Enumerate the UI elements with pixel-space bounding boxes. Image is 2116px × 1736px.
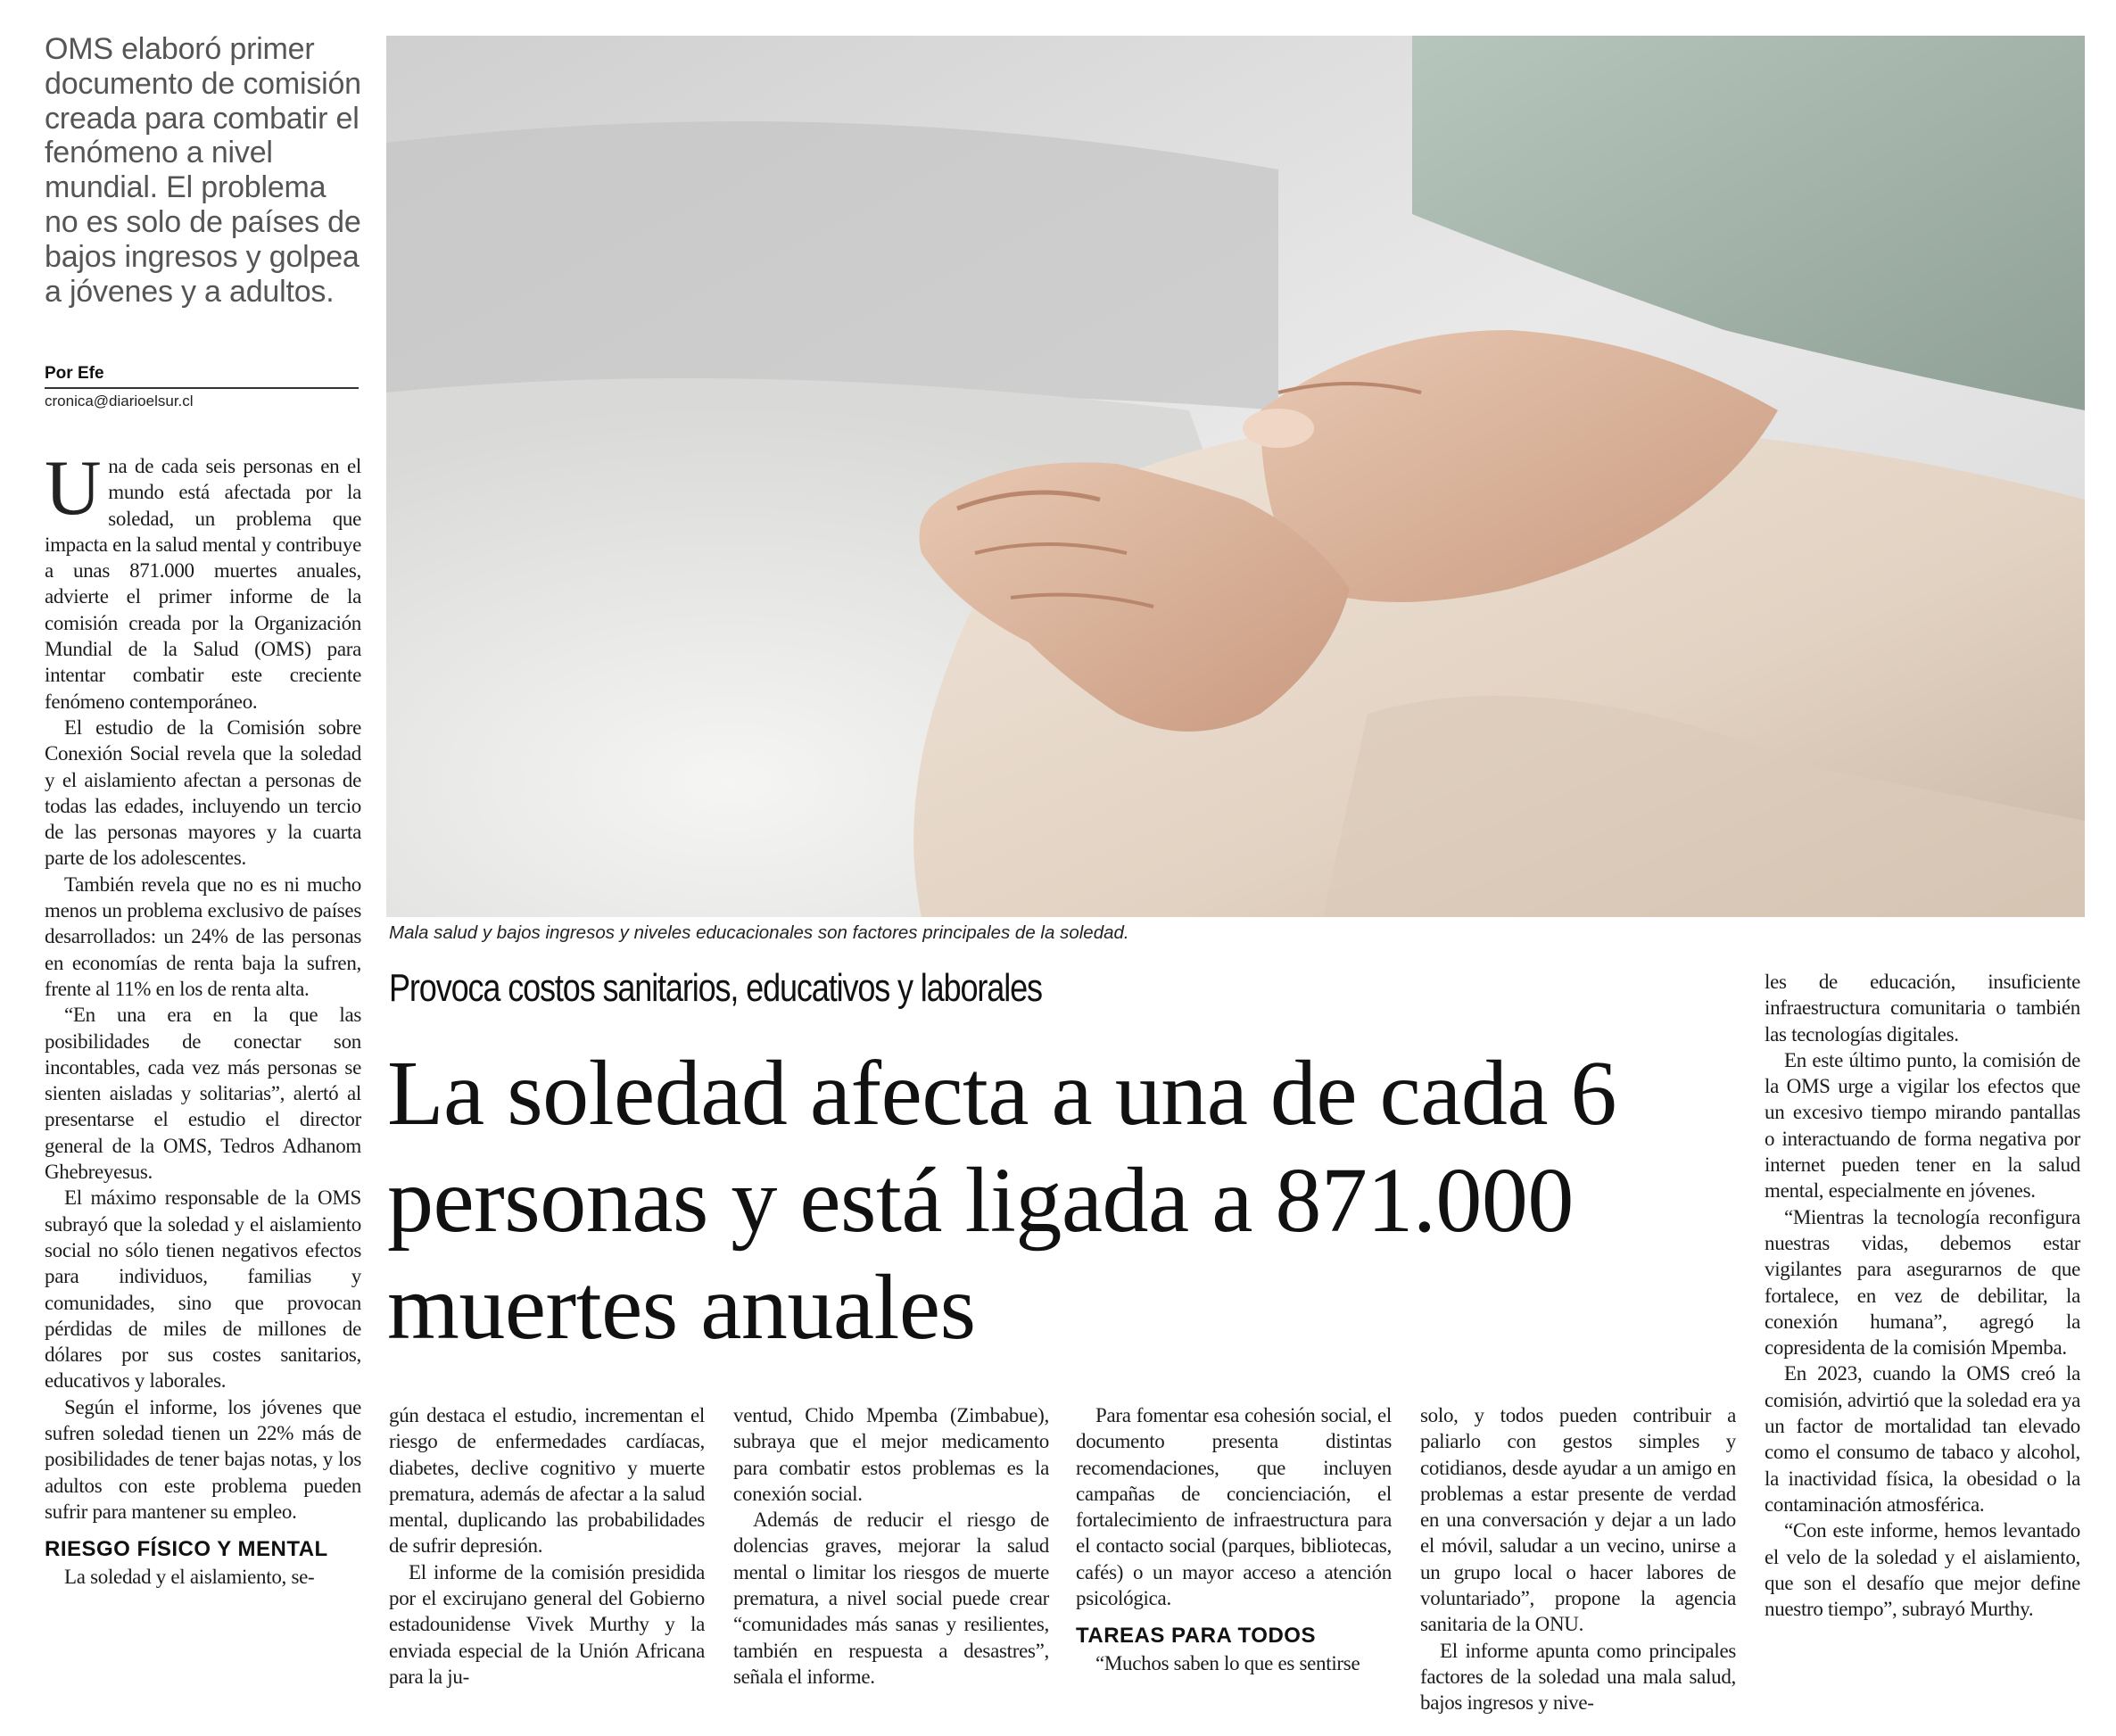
dropcap: U	[45, 445, 102, 532]
article-lede: OMS elaboró primer documento de comisión creada para combatir el fenómeno a nivel mundial. El problema no es solo de países de bajos ingresos y golpea a jóvenes y a adultos.	[45, 32, 361, 309]
paragraph: La soledad y el aislamiento, se-	[64, 1566, 315, 1589]
body-column-5	[1420, 1402, 1736, 1716]
body-column-3	[733, 1402, 1049, 1690]
paragraph: Además de reducir el riesgo de dolencias graves, mejorar la salud mental o limitar los riesgos de muerte prematura, a nivel social puede crear “comunidades más sanas y resilientes, también en respuesta a desastres”, señala el informe.	[733, 1509, 1049, 1688]
paragraph: Para fomentar esa cohesión social, el documento presenta distintas recomendaciones, que incluyen campañas de concienciación, el fortalecimiento de infraestructura para el contacto social (parques, bibliotecas, cafés) o un mayor acceso a atención psicológica.	[1076, 1404, 1392, 1610]
subheading: TAREAS PARA TODOS	[1076, 1624, 1316, 1649]
paragraph: El máximo responsable de la OMS subrayó que la soledad y el aislamiento social no sólo tienen negativos efectos para individuos, familias y comunidades, sino que provocan pérdidas de miles de millones de dólares por sus costes sanitarios, educativos y laborales.	[45, 1186, 361, 1393]
paragraph: gún destaca el estudio, incrementan el riesgo de enfermedades cardíacas, diabetes, declive cognitivo y muerte prematura, además de afectar a la salud mental, duplicando las probabilidades de sufrir depresión.	[389, 1404, 705, 1558]
paragraph: Una de cada seis personas en el mundo está afectada por la soledad, un problema que impacta en la salud mental y contribuye a unas 871.000 muertes anuales, advierte el primer informe de la comisión creada por la Organización Mundial de la Salud (OMS) para intentar combatir este creciente fenómeno contemporáneo.	[45, 445, 361, 713]
paragraph: En 2023, cuando la OMS creó la comisión, advirtió que la soledad era ya un factor de mortalidad tan elevado como el consumo de tabaco y alcohol, la inactividad física, la obesidad o la contaminación atmosférica.	[1765, 1362, 2080, 1516]
byline-email: cronica@diarioelsur.cl	[45, 393, 194, 409]
paragraph: “En una era en la que las posibilidades de conectar son incontables, cada vez más personas se sienten aisladas y solitarias”, alertó al presentarse el estudio el director general de la OMS, Tedros Adhanom Ghebreyesus.	[45, 1004, 361, 1184]
paragraph: solo, y todos pueden contribuir a paliarlo con gestos simples y cotidianos, desde ayudar a un amigo en problemas a estar presente de verdad en una conversación y dejar a un lado el móvil, saludar a un vecino, unirse a un grupo local o hacer labores de voluntariado”, propone la agencia sanitaria de la ONU.	[1420, 1404, 1736, 1636]
paragraph: “Muchos saben lo que es sentirse	[1095, 1652, 1360, 1675]
paragraph: El estudio de la Comisión sobre Conexión Social revela que la soledad y el aislamiento afectan a personas de todas las edades, incluyendo un tercio de las personas mayores y la cuarta parte de los adolescentes.	[45, 715, 361, 870]
paragraph: El informe de la comisión presidida por el excirujano general del Gobierno estadounidense Vivek Murthy y la enviada especial de la Unión Africana para la ju-	[389, 1560, 705, 1688]
paragraph: “Mientras la tecnología reconfigura nuestras vidas, debemos estar vigilantes para asegurarnos de que fortalece, en vez de debilitar, la conexión humana”, agregó la copresidenta de la comisión Mpemba.	[1765, 1205, 2080, 1360]
paragraph: El informe apunta como principales factores de la soledad una mala salud, bajos ingresos y nive-	[1420, 1639, 1736, 1715]
body-column-6	[1765, 969, 2080, 1622]
body-column-4	[1076, 1402, 1392, 1677]
subheading: RIESGO FÍSICO Y MENTAL	[45, 1537, 328, 1562]
paragraph: ventud, Chido Mpemba (Zimbabue), subraya que el mejor medicamento para combatir estos problemas es la conexión social.	[733, 1404, 1049, 1505]
paragraph: Según el informe, los jóvenes que sufren soledad tienen un 22% más de posibilidades de tener bajas notas, y los adultos con este problema pueden sufrir para mantener su empleo.	[45, 1395, 361, 1523]
paragraph: “Con este informe, hemos levantado el velo de la soledad y el aislamiento, que son el desafío que mejor define nuestro tiempo”, subrayó Murthy.	[1765, 1519, 2080, 1621]
photo-caption: Mala salud y bajos ingresos y niveles educacionales son factores principales de la soledad.	[389, 922, 1129, 943]
kicker: Provoca costos sanitarios, educativos y laborales	[389, 966, 1042, 1010]
byline-divider	[45, 387, 359, 389]
article-photo	[386, 36, 2085, 917]
headline: La soledad afecta a una de cada 6 personas y está ligada a 871.000 muertes anuales	[387, 1042, 1617, 1359]
body-column-1	[45, 445, 361, 1590]
body-column-2	[389, 1402, 705, 1690]
clasped-hands-photo	[386, 36, 2085, 917]
paragraph: En este último punto, la comisión de la OMS urge a vigilar los efectos que un excesivo tiempo mirando pantallas o interactuando de forma negativa por internet pueden tener en la salud mental, especialmente en jóvenes.	[1765, 1048, 2080, 1203]
paragraph: También revela que no es ni mucho menos un problema exclusivo de países desarrollados: un 24% de las personas en economías de renta baja la sufren, frente al 11% en los de renta alta.	[45, 872, 361, 1000]
paragraph: les de educación, insuficiente infraestructura comunitaria o también las tecnologías digitales.	[1765, 971, 2080, 1046]
byline-author: Por Efe	[45, 364, 104, 383]
byline	[45, 364, 359, 410]
